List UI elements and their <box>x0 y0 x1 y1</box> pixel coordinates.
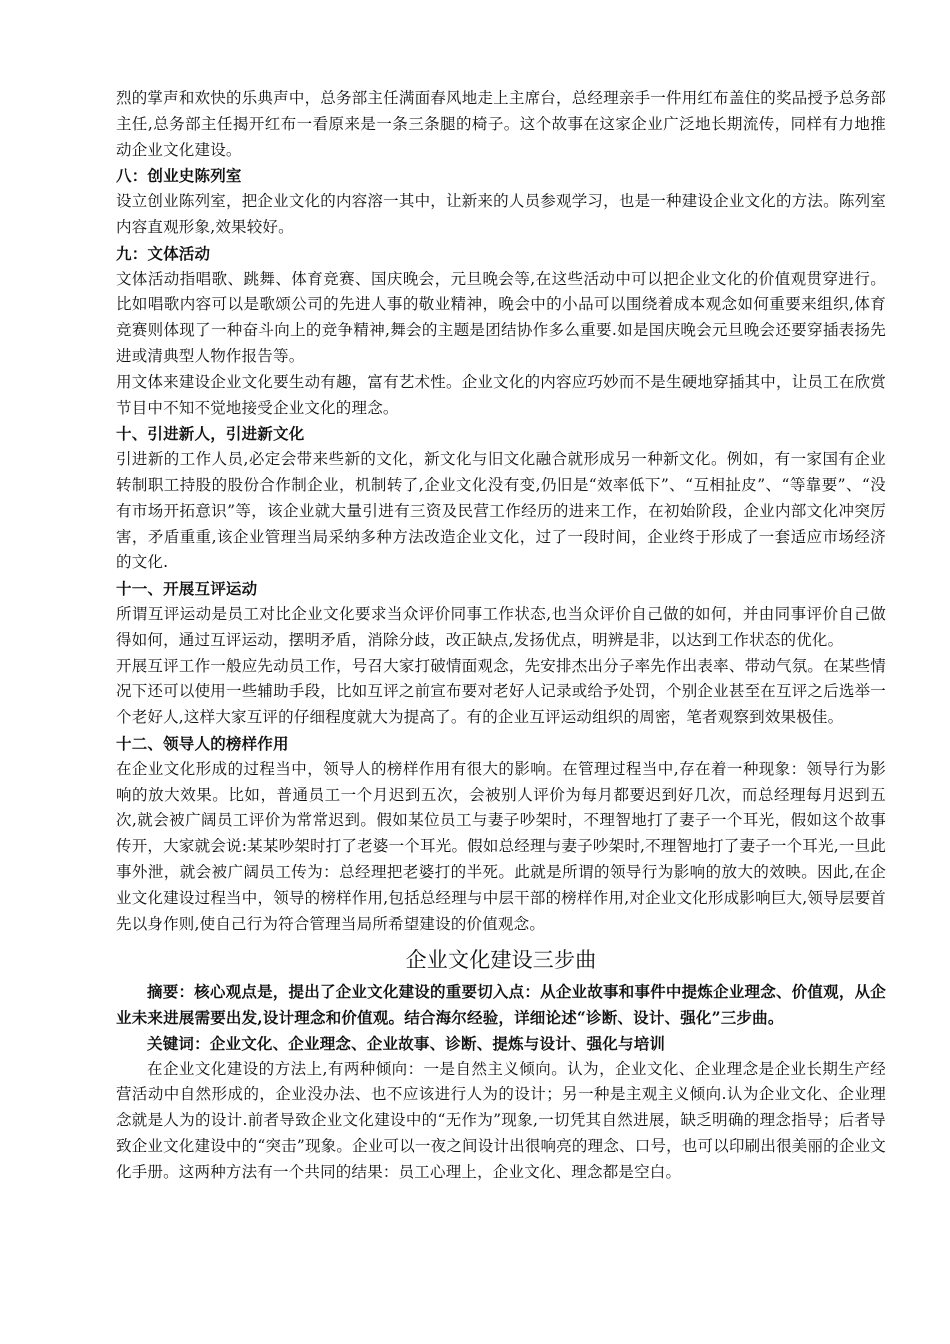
article-body-paragraph: 在企业文化建设的方法上,有两种倾向：一是自然主义倾向。认为，企业文化、企业理念是企业长期生产经营活动中自然形成的，企业没办法、也不应该进行人为的设计；另一种是主观主义倾向.认为企业文化、企业理念就是人为的设计.前者导致企业文化建设中的“无作为”现象,一切凭其自然进展，缺乏明确的理念指导；后者导致企业文化建设中的“突击”现象。企业可以一夜之间设计出很响亮的理念、口号，也可以印刷出很美丽的企业文化手册。这两种方法有一个共同的结果：员工心理上，企业文化、理念都是空白。 <box>116 1059 886 1181</box>
section-heading-9: 九：文体活动 <box>116 243 211 263</box>
section-9-paragraph-2: 用文体来建设企业文化要生动有趣，富有艺术性。企业文化的内容应巧妙而不是生硬地穿插其中，让员工在欣赏节目中不知不觉地接受企业文化的理念。 <box>116 372 886 417</box>
intro-paragraph: 烈的掌声和欢快的乐典声中，总务部主任满面春风地走上主席台，总经理亲手一件用红布盖住的奖品授予总务部主任,总务部主任揭开红布一看原来是一条三条腿的椅子。这个故事在这家企业广泛地长期流传，同样有力地推动企业文化建设。 <box>116 89 886 159</box>
section-11-paragraph-2: 开展互评工作一般应先动员工作，号召大家打破情面观念，先安排杰出分子率先作出表率、带动气氛。在某些情况下还可以使用一些辅助手段，比如互评之前宣布要对老好人记录或给予处罚，个别企业甚至在互评之后选举一个老好人,这样大家互评的仔细程度就大为提高了。有的企业互评运动组织的周密，笔者观察到效果极佳。 <box>116 656 886 727</box>
section-8-paragraph-1: 设立创业陈列室，把企业文化的内容溶一其中，让新来的人员参观学习，也是一种建设企业文化的方法。陈列室内容直观形象,效果较好。 <box>116 192 886 236</box>
section-11-paragraph-1: 所谓互评运动是员工对比企业文化要求当众评价同事工作状态,也当众评价自己做的如何，并由同事评价自己做得如何，通过互评运动，摆明矛盾，消除分歧，改正缺点,发扬优点，明辨是非，以达到工作状态的优化。 <box>116 604 886 649</box>
article-keywords: 关键词：企业文化、企业理念、企业故事、诊断、提炼与设计、强化与培训 <box>147 1033 666 1053</box>
section-heading-12: 十二、领导人的榜样作用 <box>116 733 289 753</box>
article-abstract: 摘要：核心观点是，提出了企业文化建设的重要切入点：从企业故事和事件中提炼企业理念、价值观，从企业未来进展需要出发,设计理念和价值观。结合海尔经验，详细论述“诊断、设计、强化”三步曲。 <box>116 982 886 1028</box>
section-heading-11: 十一、开展互评运动 <box>116 579 258 599</box>
section-12-paragraph-1: 在企业文化形成的过程当中，领导人的榜样作用有很大的影响。在管理过程当中,存在着一种现象：领导行为影响的放大效果。比如，普通员工一个月迟到五次，会被别人评价为每月都要迟到好几次，而总经理每月迟到五次,就会被广阔员工评价为常常迟到。假如某位员工与妻子吵架时，不理智地打了妻子一个耳光，假如这个故事传开，大家就会说:某某吵架时打了老婆一个耳光。假如总经理与妻子吵架时,不理智地打了妻子一个耳光,一旦此事外泄，就会被广阔员工传为：总经理把老婆打的半死。此就是所谓的领导行为影响的放大的效映。因此,在企业文化建设过程当中，领导的榜样作用,包括总经理与中层干部的榜样作用,对企业文化形成影响巨大,领导层要首先以身作则,使自己行为符合管理当局所希望建设的价值观念。 <box>116 759 886 933</box>
section-heading-8: 八：创业史陈列室 <box>116 166 242 186</box>
section-9-paragraph-1: 文体活动指唱歌、跳舞、体育竞赛、国庆晚会，元旦晚会等,在这些活动中可以把企业文化的价值观贯穿进行。比如唱歌内容可以是歌颂公司的先进人事的敬业精神，晚会中的小品可以围绕着成本观念如何重要来组织,体育竞赛则体现了一种奋斗向上的竞争精神,舞会的主题是团结协作多么重要.如是国庆晚会元旦晚会还要穿插表扬先进或清典型人物作报告等。 <box>116 269 886 365</box>
document-page <box>116 86 886 1186</box>
article-title: 企业文化建设三步曲 <box>405 948 597 973</box>
section-heading-10: 十、引进新人，引进新文化 <box>116 424 305 444</box>
section-10-paragraph-1: 引进新的工作人员,必定会带来些新的文化，新文化与旧文化融合就形成另一种新文化。例如，有一家国有企业转制职工持股的股份合作制企业，机制转了,企业文化没有变,仍旧是“效率低下”、“互相扯皮”、“等靠要”、“没有市场开拓意识”等，该企业就大量引进有三资及民营工作经历的进来工作，在初始阶段，企业内部文化冲突厉害，矛盾重重,该企业管理当局采纳多种方法改造企业文化，过了一段时间，企业终于形成了一套适应市场经济的文化. <box>116 450 886 572</box>
